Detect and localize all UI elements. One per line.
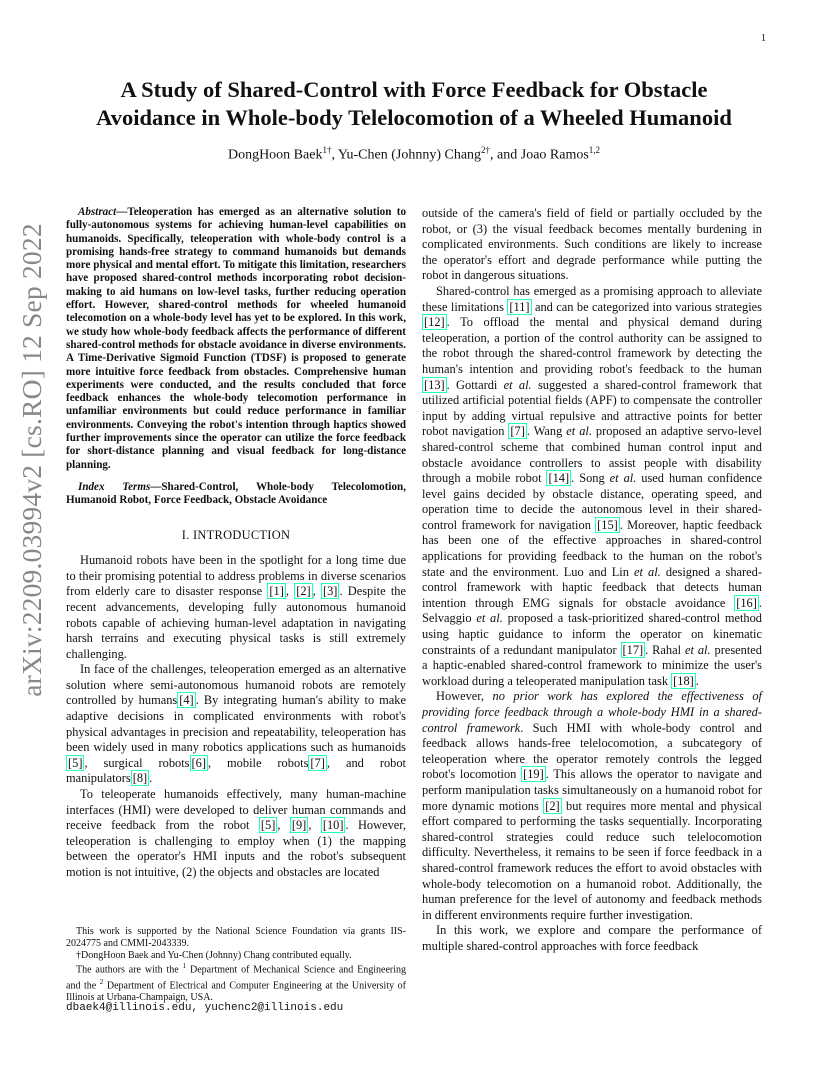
citation-link[interactable]: [6] [191,755,206,770]
citation-link[interactable]: [16] [736,595,757,610]
paper-title [0,76,828,132]
paragraph-text: . Selvaggio [422,595,762,626]
paragraph-text: , surgical robots [84,755,190,770]
intro-paragraph-2 [66,662,406,787]
citation-link[interactable]: [2] [296,584,311,599]
paragraph-text: . [149,771,153,786]
paragraph-text: presented a haptic-enabled shared-control framework to minimize the user's workload during a teleoperated manipulation task [422,642,762,688]
right-paragraph-2 [422,284,762,689]
citation-link[interactable]: [17] [622,642,644,657]
abstract-label: Abstract [78,206,117,218]
paragraph-text: . By integrating human's ability to make adaptive decisions in complicated environments with robot's physical advantages in precision and repeatability, teleoperation has been widely used in many robotics applications such as humanoids [66,693,406,755]
paragraph-text: Shared-control has emerged as a promising approach to alleviate these limitations [422,283,762,314]
emphasis-text: et al. [609,471,637,486]
left-column [66,206,406,881]
arxiv-identifier-sidebar [14,223,50,697]
paragraph-text: , [308,818,321,833]
right-paragraph-1 [422,206,762,284]
paragraph-text: , [277,818,290,833]
citation-link[interactable]: [7] [310,755,325,770]
index-terms [66,481,406,508]
affil-text-a: The authors are with the [76,964,183,976]
author-1: DongHoon Baek [227,147,323,163]
paragraph-text: . Rahal [645,642,685,657]
right-paragraph-3 [422,689,762,923]
intro-paragraph-3 [66,787,406,881]
emphasis-text: no prior work has explored the effectiveness of providing force feedback through a whole-body HMI in a shared-control framework [422,689,762,735]
index-terms-label: Index Terms [78,480,151,493]
affil-sup-2: 2 [99,977,104,986]
citation-link[interactable]: [1] [269,584,284,599]
citation-link[interactable]: [5] [260,818,276,833]
affil-sup-1: 1 [182,962,187,971]
citation-link[interactable]: [18] [673,673,694,688]
paragraph-text: . Moreover, haptic feedback has been one of the effective approaches in shared-control applications for providing feedback to the human on the robot's state and the environment. Luo and Lin [422,517,763,579]
paragraph-text: suggested a shared-control framework that utilized artificial potential fields (APF) to compensate the controller input by adding virtual repulsive and attractive points for better robot navigation [422,377,762,439]
author-list [0,145,828,164]
citation-link[interactable]: [15] [597,517,618,532]
paragraph-text: , and robot manipulators [66,755,406,786]
paragraph-text: . Song [571,471,610,486]
author-3-affil: 1,2 [588,145,601,155]
footnote-equal-contribution: †DongHoon Baek and Yu-Chen (Johnny) Chang contributed equally. [76,949,352,961]
footnotes [66,926,406,1015]
abstract [66,206,406,472]
citation-link[interactable]: [13] [424,377,445,392]
paragraph-text: In face of the challenges, teleoperation emerged as an alternative solution where semi-autonomous humanoid robots are remotely controlled by humans [66,662,406,708]
paragraph-text: used human confidence level gains decided by obstacle distance, operating speed, and operation time to decide the autonomous level in their shared-control framework for navigation [422,471,762,532]
paragraph-text: . [695,673,699,688]
footnote-funding: This work is supported by the National Science Foundation via grants IIS-2024775 and CMMI-2043339. [66,926,406,949]
footnote-emails: dbaek4@illinois.edu, yuchenc2@illinois.edu [66,1002,344,1015]
paragraph-text: . However, teleoperation is challenging to employ when (1) the mapping between the operator's HMI inputs and the robot's subsequent motion is not intuitive, (2) the objects and obstacles are located [66,818,407,879]
emphasis-text: et al. [566,424,592,439]
emphasis-text: et al. [634,564,661,579]
paragraph-text: proposed an adaptive servo-level shared-control scheme that combined human control input and obstacle avoidance controllers to assist people with disability through a mobile robot [422,424,762,486]
paragraph-text: . Despite the recent advancements, developing fully autonomous humanoid robots capable of achieving human-level adaptation in navigating harsh terrains and executing physical tasks is still extremely challenging. [66,584,406,661]
paragraph-text: . To offload the mental and physical demand during teleoperation, a portion of the control authority can be assigned to the robot through the shared-control framework by detecting the human's intention and providing robot's feedback to the human [422,315,762,376]
paragraph-text: designed a shared-control framework with haptic feedback that detects human intention through EMG signals for obstacle avoidance [422,564,762,610]
paragraph-text: , [312,584,321,599]
abstract-text: —Teleoperation has emerged as an alternative solution to fully-autonomous systems for achieving human-level capabilities on humanoids. Specifically, teleoperation with whole-body control is a promising hands-free strategy to command humanoids but demands more physical and mental effort. To mitigate this limitation, researchers have proposed shared-control methods incorporating robot decision-making to aid humans on low-level tasks, further reducing operation effort. However, shared-control methods for wheeled humanoid telecomotion on a whole-body level has yet to be explored. In this work, we study how whole-body feedback affects the performance of different shared-control methods for obstacle avoidance in diverse environments. A Time-Derivative Sigmoid Function (TDSF) is proposed to generate more intuitive force feedback from obstacles. Comprehensive human experiments were conducted, and the results concluded that force feedback enhances the whole-body telecomotion performance in unfamiliar environments but could reduce performance in familiar environments. Conveying the robot's intention through haptics showed further improvements since the operator can utilize the force feedback for short-distance planning and visual feedback for long-distance planning. [66,206,406,471]
footnote-affiliations [66,961,406,1003]
citation-link[interactable]: [9] [291,818,307,833]
paragraph-text: . This allows the operator to navigate and perform manipulation tasks simultaneously on a humanoid robot for more dynamic motions [422,767,762,813]
paragraph-text: . Wang [526,424,567,439]
citation-link[interactable]: [5] [68,755,83,770]
emphasis-text: et al. [685,642,711,657]
index-terms-text: —Shared-Control, Whole-body Telecolomotion, Humanoid Robot, Force Feedback, Obstacle Avoidance [66,480,406,507]
citation-link[interactable]: [12] [424,315,445,330]
paragraph-text: To teleoperate humanoids effectively, many human-machine interfaces (HMI) were developed to deliver human commands and receive feedback from the robot [66,787,406,833]
page-number: 1 [761,33,766,44]
arxiv-id-text: arXiv:2209.03994v2 [cs.RO] 12 Sep 2022 [16,223,47,697]
emphasis-text: et al. [476,611,503,626]
emphasis-text: et al. [503,377,532,392]
author-3: , and Joao Ramos [490,147,589,163]
right-column [422,206,762,955]
paragraph-text: However, [436,689,493,704]
paragraph-text: , [285,584,295,599]
citation-link[interactable]: [4] [179,693,194,708]
citation-link[interactable]: [19] [523,767,544,782]
citation-link[interactable]: [14] [548,471,570,486]
citation-link[interactable]: [11] [509,299,530,314]
paragraph-text: In this work, we explore and compare the performance of multiple shared-control approaches with force feedback [422,923,762,953]
paragraph-text: outside of the camera's field of field or partially occluded by the robot, or (3) the visual feedback becomes mentally burdening in complicated environments. Such conditions are likely to increase the operator's effort and degrade performance while putting the robot in dangerous situations. [422,206,762,283]
citation-link[interactable]: [8] [132,771,148,786]
intro-paragraph-1 [66,553,406,662]
paragraph-text: and can be categorized into various strategies [531,299,762,314]
section-heading-introduction: I. INTRODUCTION [181,527,291,542]
author-2-affil: 2† [481,145,491,155]
paragraph-text: . Such HMI with whole-body control and feedback allows hands-free telelocomotion, a subcategory of teleoperation where the operator remotely controls the legged robot's locomotion [422,720,762,782]
affil-text-b: Department of Mechanical Science and Engineering and the [66,964,407,991]
citation-link[interactable]: [7] [510,424,525,439]
right-paragraph-4 [422,923,762,954]
paragraph-text: . Gottardi [446,377,504,392]
citation-link[interactable]: [2] [545,798,560,813]
title-line-2: Avoidance in Whole-body Telelocomotion of a Wheeled Humanoid [96,105,732,130]
citation-link[interactable]: [10] [322,818,344,833]
citation-link[interactable]: [3] [322,584,338,599]
author-1-affil: 1† [322,145,332,155]
paragraph-text: , mobile robots [207,755,309,770]
paragraph-text: but requires more mental and physical effort compared to performing the tasks sequentially. Incorporating shared-control strategies could reduce such telelocomotion difficulty. Nevertheless, it remains to be seen if force feedback in a shared-control framework reduces the effort to avoid obstacles with whole-body telecomotion on a humanoid robot. Additionally, the human preference for the level of autonomy and feedback methods in different environments require further investigation. [422,798,762,922]
affil-text-c: Department of Electrical and Computer Engineering at the University of Illinois at Urbana-Champaign, USA. [66,979,407,1003]
author-2: , Yu-Chen (Johnny) Chang [331,147,482,163]
paragraph-text: Humanoid robots have been in the spotlight for a long time due to their promising potential to address problems in diverse scenarios from elderly care to disaster response [66,553,406,599]
paragraph-text: proposed a task-prioritized shared-control method using haptic guidance to inform the operator on kinematic constraints of a redundant manipulator [422,611,762,657]
title-line-1: A Study of Shared-Control with Force Feedback for Obstacle [120,77,708,102]
